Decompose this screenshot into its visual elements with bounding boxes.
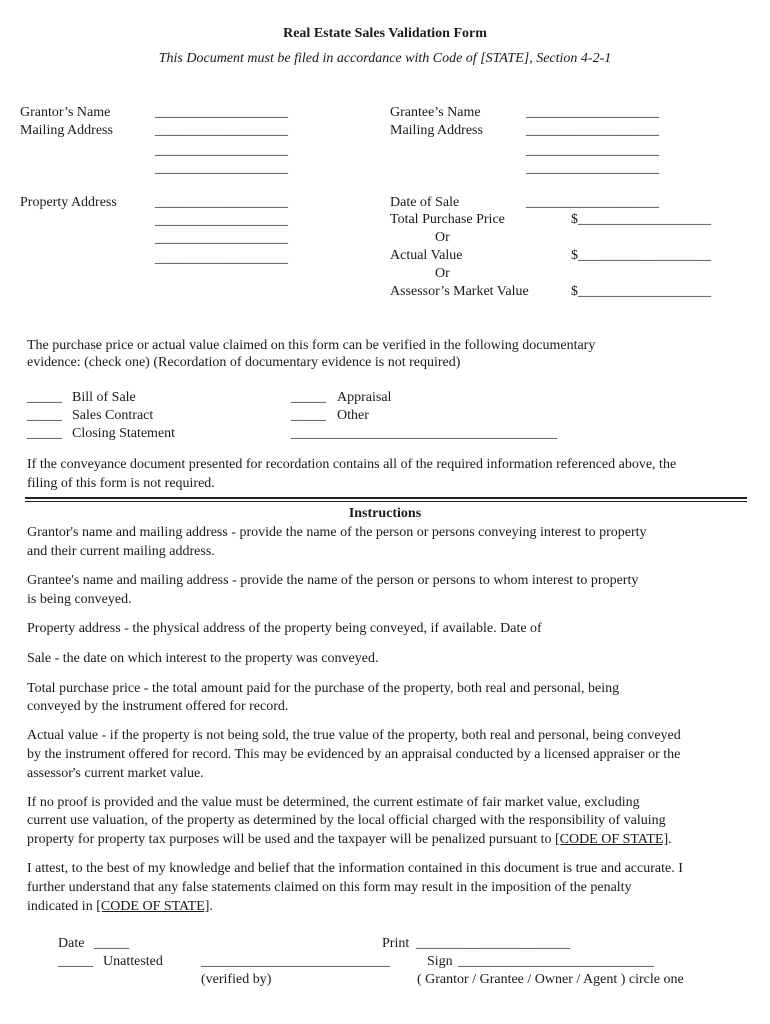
- other-checkbox[interactable]: _____: [291, 408, 326, 423]
- form-title: Real Estate Sales Validation Form: [283, 26, 487, 41]
- verified-by-caption: (verified by): [201, 972, 272, 987]
- instruction-property-address: Property address - the physical address of the property being conveyed, if available. Date of: [27, 621, 542, 636]
- print-label: Print: [382, 936, 410, 951]
- property-address-field-1[interactable]: ___________________: [155, 195, 288, 210]
- closing-statement-checkbox[interactable]: _____: [27, 426, 62, 441]
- total-purchase-price-field[interactable]: $___________________: [571, 212, 711, 227]
- or-separator-1: Or: [435, 230, 450, 245]
- section-divider-bottom: [25, 501, 747, 502]
- evidence-note-line-2: filing of this form is not required.: [27, 476, 215, 491]
- instruction-no-proof-text: property for property tax purposes will be used and the taxpayer will be penalized pursuant to: [27, 832, 555, 847]
- other-label: Other: [337, 408, 369, 423]
- grantor-mailing-field-1[interactable]: ___________________: [155, 123, 288, 138]
- instruction-no-proof-period: .: [668, 832, 672, 847]
- attestation-text: indicated in: [27, 899, 97, 914]
- grantor-mailing-field-3[interactable]: ___________________: [155, 161, 288, 176]
- assessor-market-value-field[interactable]: $___________________: [571, 284, 711, 299]
- bill-of-sale-checkbox[interactable]: _____: [27, 390, 62, 405]
- appraisal-checkbox[interactable]: _____: [291, 390, 326, 405]
- date-of-sale-label: Date of Sale: [390, 195, 460, 210]
- date-label: Date: [58, 936, 85, 951]
- total-purchase-price-label: Total Purchase Price: [390, 212, 505, 227]
- grantee-mailing-field-1[interactable]: ___________________: [526, 123, 659, 138]
- code-of-state-reference-2: [CODE OF STATE]: [96, 899, 210, 914]
- instruction-total-price-line-1: Total purchase price - the total amount paid for the purchase of the property, both real and personal, being: [27, 681, 620, 696]
- verified-by-field[interactable]: ___________________________: [201, 954, 390, 969]
- form-subtitle: This Document must be filed in accordance with Code of [STATE], Section 4-2-1: [158, 51, 612, 66]
- grantor-name-label: Grantor’s Name: [20, 105, 111, 120]
- instruction-total-price-line-2: conveyed by the instrument offered for record.: [27, 699, 289, 714]
- instruction-grantee-line-1: Grantee's name and mailing address - provide the name of the person or persons to whom interest to property: [27, 573, 639, 588]
- or-separator-2: Or: [435, 266, 450, 281]
- instruction-no-proof-line-3: [27, 831, 672, 849]
- instruction-actual-value-line-1: Actual value - if the property is not being sold, the true value of the property, both real and personal, being conveyed: [27, 728, 681, 743]
- attestation-period: .: [209, 899, 213, 914]
- instructions-heading: Instructions: [348, 506, 422, 521]
- instruction-actual-value-line-2: by the instrument offered for record. This may be evidenced by an appraisal conducted by a licensed appraiser or the: [27, 747, 681, 762]
- signer-role-caption: ( Grantor / Grantee / Owner / Agent ) circle one: [417, 972, 684, 987]
- instruction-grantor-line-2: and their current mailing address.: [27, 544, 215, 559]
- grantee-mailing-label: Mailing Address: [390, 123, 483, 138]
- grantee-mailing-field-3[interactable]: ___________________: [526, 161, 659, 176]
- unattested-checkbox[interactable]: _____: [58, 954, 93, 969]
- instruction-grantee-line-2: is being conveyed.: [27, 592, 132, 607]
- grantor-mailing-field-2[interactable]: ___________________: [155, 143, 288, 158]
- other-description-field[interactable]: ______________________________________: [291, 426, 557, 441]
- evidence-note-line-1: If the conveyance document presented for recordation contains all of the required information referenced above, the: [27, 457, 677, 472]
- signature-field[interactable]: ____________________________: [458, 954, 654, 969]
- property-address-field-4[interactable]: ___________________: [155, 251, 288, 266]
- attestation-line-1: I attest, to the best of my knowledge and belief that the information contained in this document is true and accurate. I: [27, 861, 683, 876]
- actual-value-label: Actual Value: [390, 248, 463, 263]
- evidence-intro-line-1: The purchase price or actual value claimed on this form can be verified in the following documentary: [27, 338, 596, 353]
- instruction-actual-value-line-3: assessor's current market value.: [27, 766, 204, 781]
- actual-value-field[interactable]: $___________________: [571, 248, 711, 263]
- grantor-mailing-label: Mailing Address: [20, 123, 113, 138]
- date-of-sale-field[interactable]: ___________________: [526, 195, 659, 210]
- date-field[interactable]: _____: [94, 936, 129, 951]
- grantor-name-field[interactable]: ___________________: [155, 105, 288, 120]
- bill-of-sale-label: Bill of Sale: [72, 390, 136, 405]
- evidence-intro-line-2: evidence: (check one) (Recordation of documentary evidence is not required): [27, 355, 461, 370]
- attestation-line-3: [27, 898, 213, 916]
- attestation-line-2: further understand that any false statements claimed on this form may result in the imposition of the penalty: [27, 880, 632, 895]
- instruction-no-proof-line-2: current use valuation, of the property as determined by the local official charged with the responsibility of valuing: [27, 813, 666, 828]
- instruction-no-proof-line-1: If no proof is provided and the value must be determined, the current estimate of fair market value, excluding: [27, 795, 640, 810]
- code-of-state-reference-1: [CODE OF STATE]: [554, 832, 669, 847]
- closing-statement-label: Closing Statement: [72, 426, 176, 441]
- unattested-label: Unattested: [103, 954, 163, 969]
- property-address-label: Property Address: [20, 195, 117, 210]
- sign-label: Sign: [427, 954, 453, 969]
- property-address-field-2[interactable]: ___________________: [155, 213, 288, 228]
- property-address-field-3[interactable]: ___________________: [155, 231, 288, 246]
- grantee-name-label: Grantee’s Name: [390, 105, 481, 120]
- sales-contract-label: Sales Contract: [72, 408, 154, 423]
- sales-contract-checkbox[interactable]: _____: [27, 408, 62, 423]
- assessor-market-value-label: Assessor’s Market Value: [390, 284, 529, 299]
- grantee-name-field[interactable]: ___________________: [526, 105, 659, 120]
- instruction-grantor-line-1: Grantor's name and mailing address - provide the name of the person or persons conveying interest to property: [27, 525, 647, 540]
- section-divider-top: [25, 497, 747, 499]
- appraisal-label: Appraisal: [337, 390, 392, 405]
- print-name-field[interactable]: ______________________: [416, 936, 570, 951]
- instruction-date-of-sale: Sale - the date on which interest to the property was conveyed.: [27, 651, 379, 666]
- grantee-mailing-field-2[interactable]: ___________________: [526, 143, 659, 158]
